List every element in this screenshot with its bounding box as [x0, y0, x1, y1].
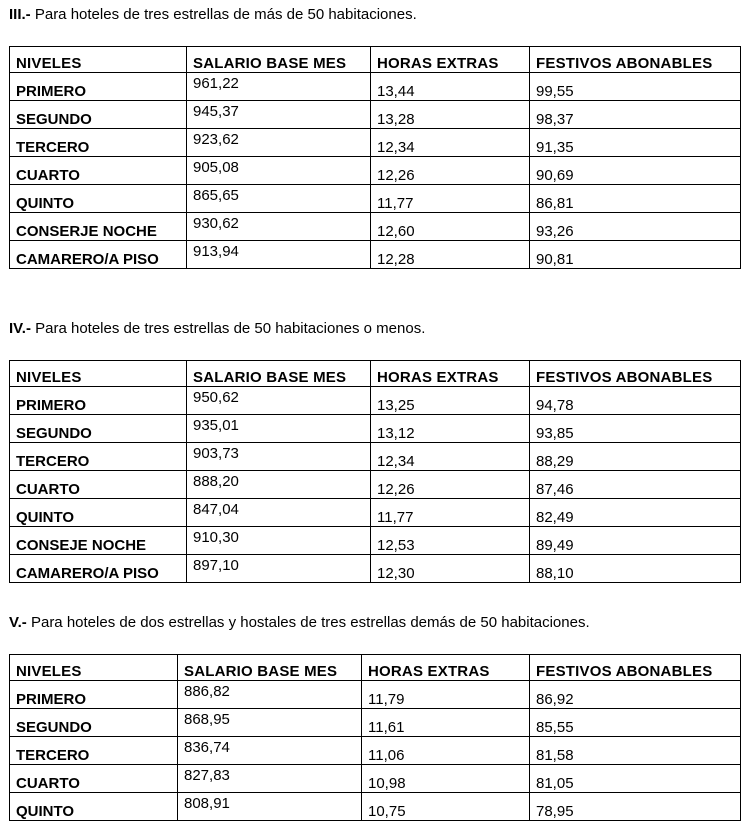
header-horas: HORAS EXTRAS — [371, 47, 530, 73]
cell-salario: 888,20 — [187, 471, 371, 499]
cell-nivel: CUARTO — [10, 471, 187, 499]
cell-nivel: PRIMERO — [10, 387, 187, 415]
cell-horas: 11,79 — [362, 681, 530, 709]
table-row — [10, 185, 741, 213]
table-row — [10, 765, 741, 793]
cell-salario: 897,10 — [187, 555, 371, 583]
cell-festivos: 88,29 — [530, 443, 741, 471]
cell-horas: 12,30 — [371, 555, 530, 583]
table-row — [10, 101, 741, 129]
section-title-iii — [9, 6, 417, 24]
table-row — [10, 555, 741, 583]
cell-nivel: CUARTO — [10, 157, 187, 185]
cell-festivos: 86,92 — [530, 681, 741, 709]
cell-festivos: 90,81 — [530, 241, 741, 269]
section-title-iv — [9, 320, 425, 338]
table-header-row — [10, 361, 741, 387]
section-number: III.- — [9, 6, 31, 23]
cell-nivel: TERCERO — [10, 737, 178, 765]
table-row — [10, 387, 741, 415]
table-row — [10, 471, 741, 499]
cell-salario: 847,04 — [187, 499, 371, 527]
table-row — [10, 681, 741, 709]
section-number: V.- — [9, 614, 27, 631]
header-festivos: FESTIVOS ABONABLES — [530, 655, 741, 681]
cell-festivos: 90,69 — [530, 157, 741, 185]
section-title-v — [9, 614, 590, 632]
cell-horas: 12,26 — [371, 471, 530, 499]
cell-salario: 910,30 — [187, 527, 371, 555]
section-text: Para hoteles de tres estrellas de 50 habitaciones o menos. — [35, 320, 426, 337]
table-row — [10, 737, 741, 765]
header-niveles: NIVELES — [10, 655, 178, 681]
salary-table-iii — [9, 46, 741, 269]
cell-festivos: 89,49 — [530, 527, 741, 555]
cell-festivos: 99,55 — [530, 73, 741, 101]
section-text: Para hoteles de dos estrellas y hostales de tres estrellas demás de 50 habitaciones. — [30, 614, 590, 631]
cell-nivel: SEGUNDO — [10, 415, 187, 443]
header-horas: HORAS EXTRAS — [371, 361, 530, 387]
header-festivos: FESTIVOS ABONABLES — [530, 361, 741, 387]
table-row — [10, 499, 741, 527]
cell-nivel: QUINTO — [10, 793, 178, 821]
table-row — [10, 793, 741, 821]
table-row — [10, 157, 741, 185]
cell-salario: 865,65 — [187, 185, 371, 213]
header-horas: HORAS EXTRAS — [362, 655, 530, 681]
header-niveles: NIVELES — [10, 47, 187, 73]
cell-salario: 903,73 — [187, 443, 371, 471]
cell-salario: 945,37 — [187, 101, 371, 129]
cell-salario: 950,62 — [187, 387, 371, 415]
cell-festivos: 91,35 — [530, 129, 741, 157]
section-number: IV.- — [9, 320, 31, 337]
cell-nivel: QUINTO — [10, 499, 187, 527]
cell-festivos: 85,55 — [530, 709, 741, 737]
cell-nivel: QUINTO — [10, 185, 187, 213]
salary-table-v — [9, 654, 741, 821]
cell-nivel: CAMARERO/A PISO — [10, 241, 187, 269]
cell-festivos: 93,26 — [530, 213, 741, 241]
cell-salario: 913,94 — [187, 241, 371, 269]
cell-festivos: 81,58 — [530, 737, 741, 765]
cell-horas: 11,77 — [371, 185, 530, 213]
cell-salario: 836,74 — [178, 737, 362, 765]
cell-horas: 11,77 — [371, 499, 530, 527]
cell-festivos: 88,10 — [530, 555, 741, 583]
table-row — [10, 709, 741, 737]
table-row — [10, 213, 741, 241]
cell-horas: 10,75 — [362, 793, 530, 821]
cell-nivel: PRIMERO — [10, 681, 178, 709]
cell-horas: 13,44 — [371, 73, 530, 101]
cell-horas: 11,61 — [362, 709, 530, 737]
cell-horas: 13,25 — [371, 387, 530, 415]
cell-nivel: CONSERJE NOCHE — [10, 213, 187, 241]
cell-salario: 930,62 — [187, 213, 371, 241]
cell-festivos: 94,78 — [530, 387, 741, 415]
header-salario: SALARIO BASE MES — [187, 47, 371, 73]
cell-salario: 868,95 — [178, 709, 362, 737]
cell-nivel: CUARTO — [10, 765, 178, 793]
cell-festivos: 86,81 — [530, 185, 741, 213]
header-niveles: NIVELES — [10, 361, 187, 387]
cell-festivos: 93,85 — [530, 415, 741, 443]
header-festivos: FESTIVOS ABONABLES — [530, 47, 741, 73]
cell-horas: 12,26 — [371, 157, 530, 185]
cell-salario: 827,83 — [178, 765, 362, 793]
cell-nivel: CAMARERO/A PISO — [10, 555, 187, 583]
cell-festivos: 87,46 — [530, 471, 741, 499]
table-row — [10, 415, 741, 443]
salary-table-iv — [9, 360, 741, 583]
table-header-row — [10, 655, 741, 681]
cell-horas: 10,98 — [362, 765, 530, 793]
table-header-row — [10, 47, 741, 73]
cell-festivos: 98,37 — [530, 101, 741, 129]
table-row — [10, 443, 741, 471]
cell-nivel: SEGUNDO — [10, 101, 187, 129]
cell-horas: 12,60 — [371, 213, 530, 241]
table-row — [10, 73, 741, 101]
cell-horas: 13,12 — [371, 415, 530, 443]
cell-nivel: TERCERO — [10, 443, 187, 471]
cell-nivel: CONSEJE NOCHE — [10, 527, 187, 555]
header-salario: SALARIO BASE MES — [187, 361, 371, 387]
cell-festivos: 82,49 — [530, 499, 741, 527]
cell-salario: 808,91 — [178, 793, 362, 821]
header-salario: SALARIO BASE MES — [178, 655, 362, 681]
cell-salario: 961,22 — [187, 73, 371, 101]
cell-salario: 905,08 — [187, 157, 371, 185]
cell-festivos: 78,95 — [530, 793, 741, 821]
cell-salario: 935,01 — [187, 415, 371, 443]
cell-horas: 12,34 — [371, 443, 530, 471]
cell-salario: 886,82 — [178, 681, 362, 709]
cell-horas: 13,28 — [371, 101, 530, 129]
section-text: Para hoteles de tres estrellas de más de 50 habitaciones. — [34, 6, 417, 23]
table-row — [10, 241, 741, 269]
cell-horas: 12,34 — [371, 129, 530, 157]
table-row — [10, 527, 741, 555]
cell-horas: 12,53 — [371, 527, 530, 555]
cell-festivos: 81,05 — [530, 765, 741, 793]
cell-horas: 11,06 — [362, 737, 530, 765]
cell-nivel: SEGUNDO — [10, 709, 178, 737]
cell-nivel: PRIMERO — [10, 73, 187, 101]
cell-nivel: TERCERO — [10, 129, 187, 157]
cell-horas: 12,28 — [371, 241, 530, 269]
cell-salario: 923,62 — [187, 129, 371, 157]
table-row — [10, 129, 741, 157]
